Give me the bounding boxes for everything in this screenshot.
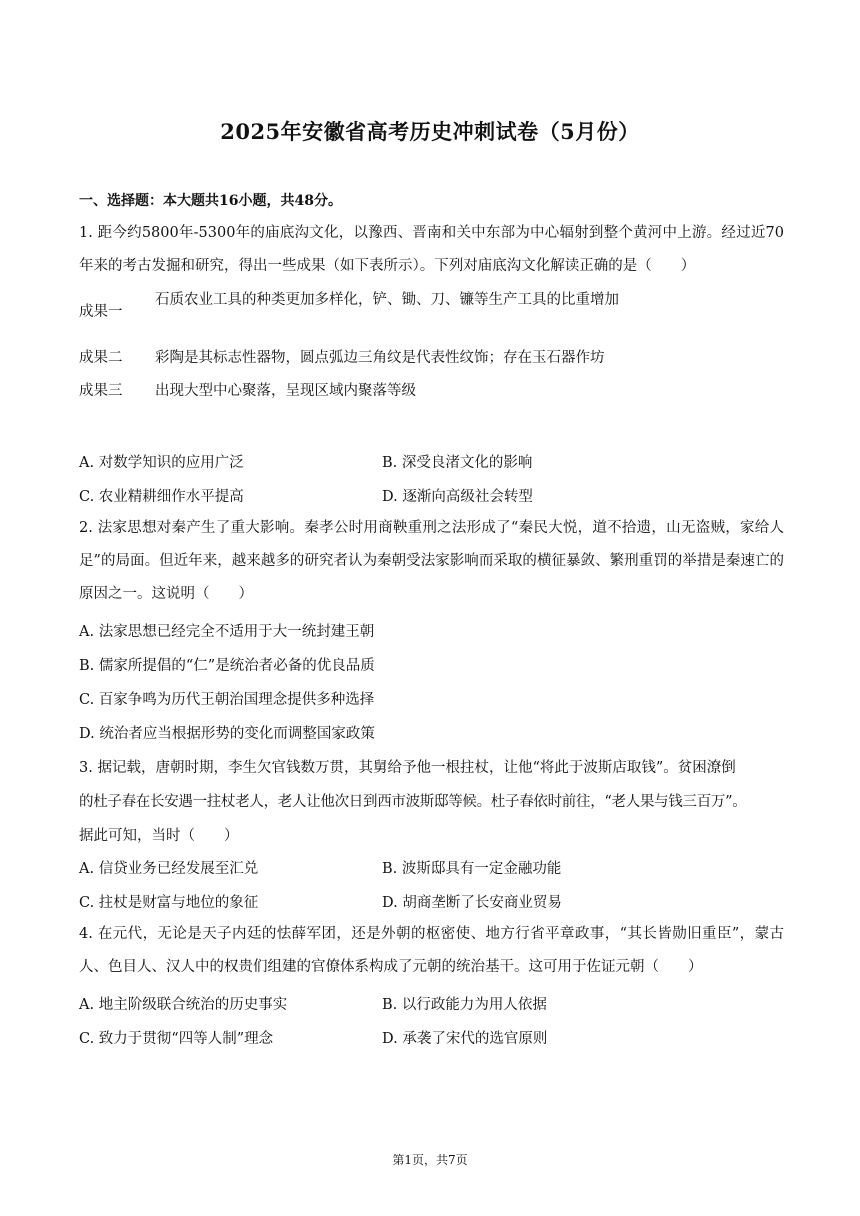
option-d: D. 逐渐向高级社会转型 xyxy=(382,489,533,505)
section-heading: 一、选择题：本大题共16小题，共48分。 xyxy=(79,193,342,209)
option-b: B. 波斯邸具有一定金融功能 xyxy=(382,861,562,877)
option-c: C. 农业精耕细作水平提高 xyxy=(79,489,244,505)
question-3-line-3: 据此可知，当时（ ） xyxy=(79,828,239,844)
option-d: D. 统治者应当根据形势的变化而调整国家政策 xyxy=(79,726,375,742)
option-b: B. 儒家所提倡的“仁”是统治者必备的优良品质 xyxy=(79,658,375,674)
option-a: A. 法家思想已经完全不适用于大一统封建王朝 xyxy=(79,624,375,640)
option-a: A. 信贷业务已经发展至汇兑 xyxy=(79,861,259,877)
option-c: C. 百家争鸣为历代王朝治国理念提供多种选择 xyxy=(79,692,375,708)
table-row-label: 成果二 xyxy=(79,350,123,366)
question-3-line-1: 3. 据记载，唐朝时期，李生欠官钱数万贯，其舅给予他一根拄杖，让他“将此于波斯店取钱”。贫困潦倒 xyxy=(79,760,736,776)
page-footer: 第1页，共7页 xyxy=(392,1153,468,1167)
table-row-text: 出现大型中心聚落，呈现区域内聚落等级 xyxy=(155,383,416,399)
question-4-stem: 4. 在元代，无论是天子内廷的怯薛军团，还是外朝的枢密使、地方行省平章政事，“其长皆勋旧重臣”，蒙古人、色目人、汉人中的权贵们组建的官僚体系构成了元朝的统治基干。这可用于佐证元朝（ ） xyxy=(79,926,784,975)
option-c: C. 拄杖是财富与地位的象征 xyxy=(79,895,259,911)
option-a: A. 地主阶级联合统治的历史事实 xyxy=(79,997,288,1013)
option-b: B. 以行政能力为用人依据 xyxy=(382,997,547,1013)
option-b: B. 深受良渚文化的影响 xyxy=(382,455,533,471)
table-row-text: 彩陶是其标志性器物，圆点弧边三角纹是代表性纹饰；存在玉石器作坊 xyxy=(155,350,605,366)
table-row-label: 成果三 xyxy=(79,383,123,399)
option-c: C. 致力于贯彻“四等人制”理念 xyxy=(79,1031,274,1047)
option-d: D. 承袭了宋代的选官原则 xyxy=(382,1031,548,1047)
option-d: D. 胡商垄断了长安商业贸易 xyxy=(382,895,562,911)
question-2-stem: 2. 法家思想对秦产生了重大影响。秦孝公时用商鞅重刑之法形成了“秦民大悦，道不拾遗，山无盗贼，家给人足”的局面。但近年来，越来越多的研究者认为秦朝受法家影响而采取的横征暴敛、繁刑重罚的举措是秦速亡的原因之一。这说明（ ） xyxy=(79,520,784,602)
option-a: A. 对数学知识的应用广泛 xyxy=(79,455,244,471)
exam-title: 2025年安徽省高考历史冲刺试卷（5月份） xyxy=(220,119,640,144)
table-row-text: 石质农业工具的种类更加多样化，铲、锄、刀、镰等生产工具的比重增加 xyxy=(155,292,619,308)
question-1-stem: 1. 距今约5800年-5300年的庙底沟文化，以豫西、晋南和关中东部为中心辐射到整个黄河中上游。经过近70年来的考古发掘和研究，得出一些成果（如下表所示）。下列对庙底沟文化解读正确的是（ ） xyxy=(79,225,784,274)
table-row-label: 成果一 xyxy=(79,304,123,320)
question-3-line-2: 的杜子春在长安遇一拄杖老人，老人让他次日到西市波斯邸等候。杜子春依时前往，“老人果与钱三百万”。 xyxy=(79,794,747,810)
